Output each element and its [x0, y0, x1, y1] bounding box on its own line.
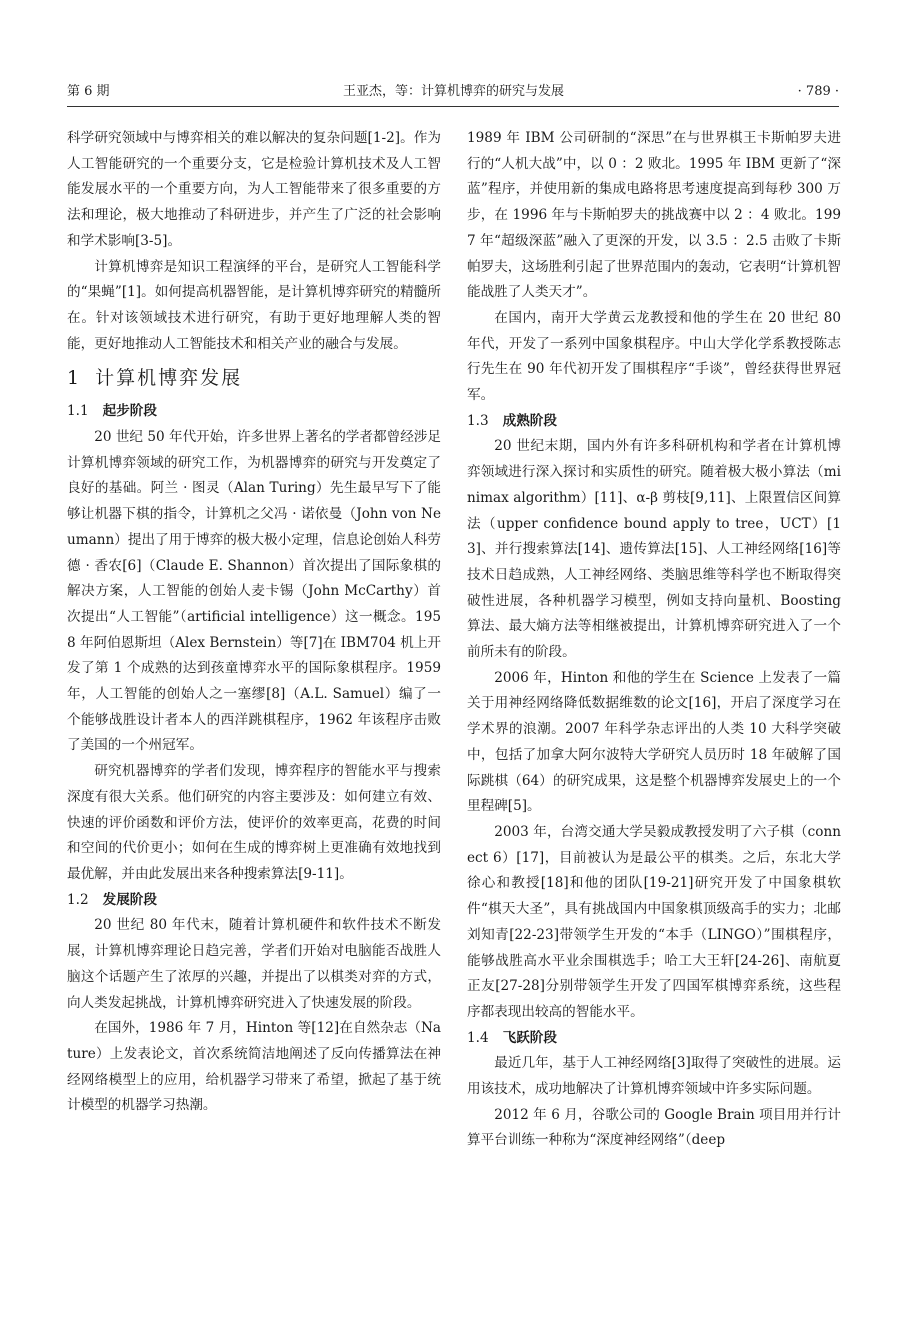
- paragraph: 研究机器博弈的学者们发现，博弈程序的智能水平与搜索深度有很大关系。他们研究的内容主要涉及：如何建立有效、快速的评价函数和评价方法，使评价的效率更高，花费的时间和空间的代价更小；如何在生成的博弈树上更准确有效地找到最优解，并由此发展出来各种搜索算法[9-11]。: [67, 763, 441, 882]
- paragraph: 在国外，1986 年 7 月，Hinton 等[12]在自然杂志（Nature）上发表论文，首次系统简洁地阐述了反向传播算法在神经网络模型上的应用，给机器学习带来了希望，掀起了基于统计模型的机器学习热潮。: [67, 1020, 441, 1114]
- issue-number: 第 6 期: [67, 84, 110, 99]
- paragraph: 2006 年，Hinton 和他的学生在 Science 上发表了一篇关于用神经网络降低数据维数的论文[16]，开启了深度学习在学术界的浪潮。2007 年科学杂志评出的人类 10 大科学突破中，包括了加拿大阿尔波特大学研究人员历时 18 年破解了国际跳棋（64）的研究成果，这是整个机器博弈发展史上的一个里程碑[5]。: [467, 669, 841, 815]
- page-number: · 789 ·: [797, 84, 839, 99]
- running-title: 王亚杰，等：计算机博弈的研究与发展: [342, 84, 564, 99]
- paragraph: 2003 年，台湾交通大学吴毅成教授发明了六子棋（connect 6）[17]，目前被认为是最公平的棋类。之后，东北大学徐心和教授[18]和他的团队[19-21]研究开发了中国象棋软件“棋天大圣”，具有挑战国内中国象棋顶级高手的实力；北邮刘知青[22-23]带领学生开发的“本手（LINGO）”围棋程序，能够战胜高水平业余围棋选手；哈工大王轩[24-26]、南航夏正友[27-28]分别带领学生开发了四国军棋博弈系统，这些程序都表现出较高的智能水平。: [467, 823, 841, 1020]
- section-number: 1: [67, 367, 82, 390]
- paragraph: 计算机博弈是知识工程演绎的平台，是研究人工智能科学的“果蝇”[1]。如何提高机器智能，是计算机博弈研究的精髓所在。针对该领域技术进行研究，有助于更好地理解人类的智能，更好地推动人工智能技术和相关产业的融合与发展。: [67, 258, 441, 352]
- paragraph: 最近几年，基于人工神经网络[3]取得了突破性的进展。运用该技术，成功地解决了计算机博弈领域中许多实际问题。: [467, 1055, 841, 1098]
- paragraph: 1989 年 IBM 公司研制的“深思”在与世界棋王卡斯帕罗夫进行的“人机大战”中，以 0 ：2 败北。1995 年 IBM 更新了“深蓝”程序，并使用新的集成电路将思考速度提高到每秒 300 万步，在 1996 年与卡斯帕罗夫的挑战赛中以 2 ：4 败北。1997 年“超级深蓝”融入了更深的开发，以 3.5 ：2.5 击败了卡斯帕罗夫，这场胜利引起了世界范围内的轰动，它表明“计算机智能战胜了人类天才”。: [467, 130, 841, 301]
- section-heading: [67, 364, 441, 392]
- right-column: [467, 126, 841, 1154]
- section-title: 计算机博弈发展: [95, 367, 243, 390]
- paragraph: 20 世纪末期，国内外有许多科研机构和学者在计算机博弈领域进行深入探讨和实质性的研究。随着极大极小算法（minimax algorithm）[11]、α-β 剪枝[9,11]、上限置信区间算法（upper confidence bound apply to tree，UCT）[13]、并行搜索算法[14]、遗传算法[15]、人工神经网络[16]等技术日趋成熟，人工神经网络、类脑思维等科学也不断取得突破性进展，各种机器学习模型，例如支持向量机、Boosting 算法、最大熵方法等相继被提出，计算机博弈研究进入了一个前所未有的阶段。: [467, 438, 841, 661]
- subsection-title: 起步阶段: [102, 403, 157, 420]
- subsection-heading: [67, 399, 441, 425]
- subsection-number: 1.2: [67, 891, 89, 908]
- subsection-heading: [67, 888, 441, 914]
- paragraph: 科学研究领域中与博弈相关的难以解决的复杂问题[1-2]。作为人工智能研究的一个重要分支，它是检验计算机技术及人工智能发展水平的一个重要方向，为人工智能带来了很多重要的方法和理论，极大地推动了科研进步，并产生了广泛的社会影响和学术影响[3-5]。: [67, 130, 441, 249]
- paragraph: 2012 年 6 月，谷歌公司的 Google Brain 项目用并行计算平台训练一种称为“深度神经网络”（deep: [467, 1106, 841, 1149]
- left-column: [67, 126, 441, 1119]
- paragraph: 20 世纪 50 年代开始，许多世界上著名的学者都曾经涉足计算机博弈领域的研究工作，为机器博弈的研究与开发奠定了良好的基础。阿兰 · 图灵（Alan Turing）先生最早写下了能够让机器下棋的指令，计算机之父冯 · 诺依曼（John von Neumann）提出了用于博弈的极大极小定理，信息论创始人科劳德 · 香农[6]（Claude E. Shannon）首次提出了国际象棋的解决方案，人工智能的创始人麦卡锡（John McCarthy）首次提出“人工智能”（artificial intelligence）这一概念。1958 年阿伯恩斯坦（Alex Bernstein）等[7]在 IBM704 机上开发了第 1 个成熟的达到孩童博弈水平的国际象棋程序。1959 年，人工智能的创始人之一塞缪[8]（A.L. Samuel）编了一个能够战胜设计者本人的西洋跳棋程序，1962 年该程序击败了美国的一个州冠军。: [67, 429, 441, 754]
- header-rule: [67, 106, 839, 107]
- paragraph: 20 世纪 80 年代末，随着计算机硬件和软件技术不断发展，计算机博弈理论日趋完善，学者们开始对电脑能否战胜人脑这个话题产生了浓厚的兴趣，并提出了以棋类对弈的方式，向人类发起挑战，计算机博弈研究进入了快速发展的阶段。: [67, 917, 441, 1011]
- subsection-heading: [467, 409, 841, 435]
- subsection-number: 1.3: [467, 412, 489, 429]
- subsection-number: 1.4: [467, 1029, 489, 1046]
- subsection-number: 1.1: [67, 403, 89, 420]
- paragraph: 在国内，南开大学黄云龙教授和他的学生在 20 世纪 80 年代，开发了一系列中国象棋程序。中山大学化学系教授陈志行先生在 90 年代初开发了围棋程序“手谈”，曾经获得世界冠军。: [467, 309, 841, 404]
- subsection-title: 成熟阶段: [502, 412, 557, 429]
- subsection-heading: [467, 1026, 841, 1052]
- subsection-title: 发展阶段: [102, 891, 157, 908]
- subsection-title: 飞跃阶段: [502, 1029, 557, 1046]
